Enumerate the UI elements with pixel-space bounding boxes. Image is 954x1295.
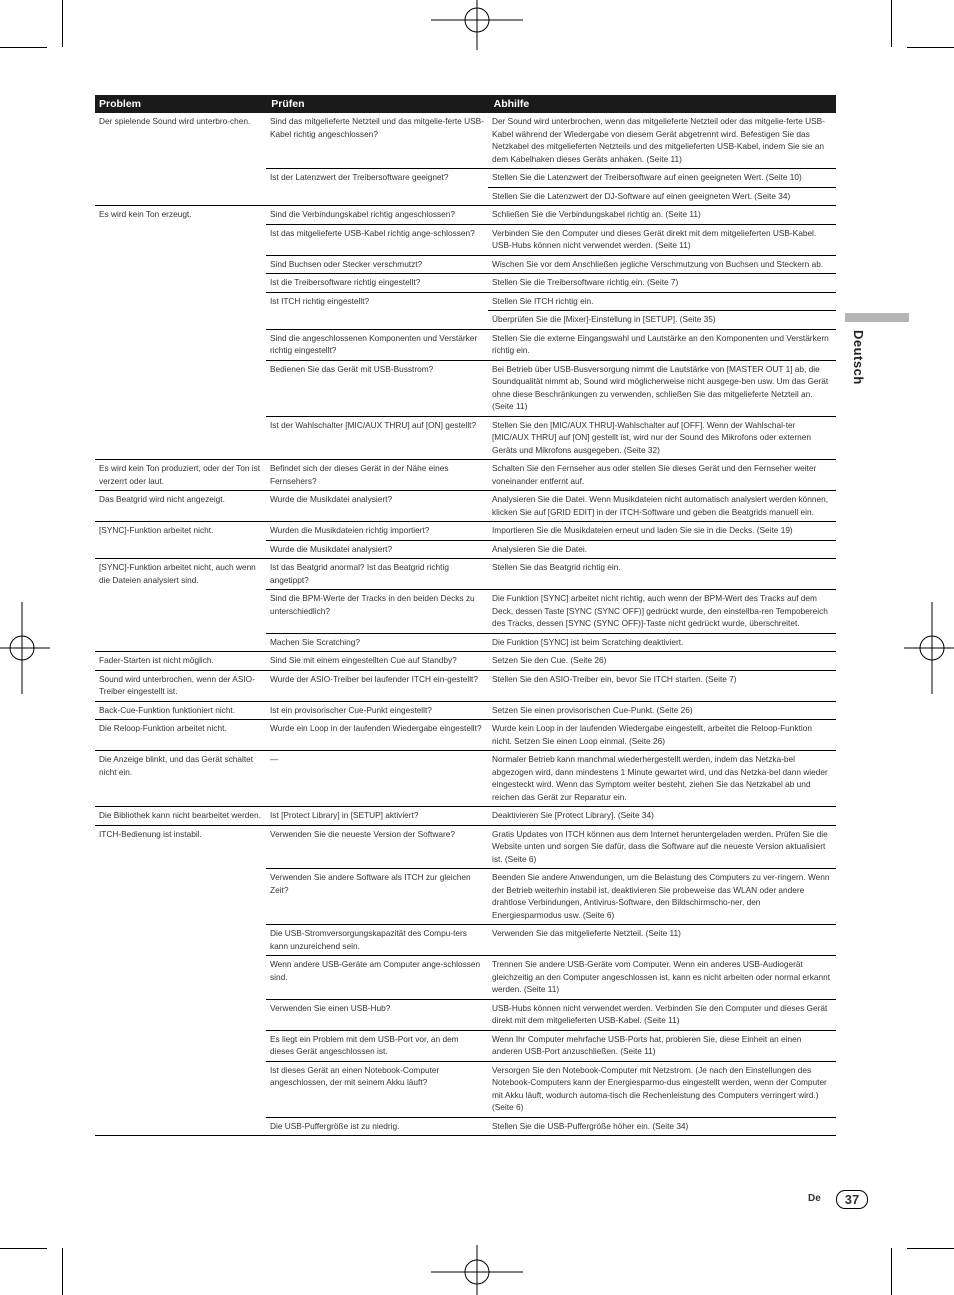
remedy-group bbox=[488, 869, 836, 924]
check-row bbox=[266, 868, 836, 924]
remedy-group bbox=[488, 634, 836, 652]
check-cell: Ist dieses Gerät an einen Notebook-Computer angeschlossen, der mit seinem Akku läuft? bbox=[270, 1064, 440, 1087]
remedy-group bbox=[488, 1118, 836, 1136]
crop-mark bbox=[891, 0, 892, 47]
checks-group bbox=[266, 751, 836, 806]
remedy-group bbox=[488, 1031, 836, 1061]
check-row bbox=[266, 807, 836, 825]
problem-cell: Sound wird unterbrochen, wenn der ASIO-Treiber eingestellt ist. bbox=[99, 673, 255, 696]
check-cell: Ist ITCH richtig eingestellt? bbox=[270, 295, 370, 306]
check-cell: Wurde die Musikdatei analysiert? bbox=[270, 494, 393, 504]
checks-group bbox=[266, 491, 836, 521]
language-label: Deutsch bbox=[851, 330, 866, 385]
remedy-cell: Stellen Sie das Beatgrid richtig ein. bbox=[492, 562, 621, 572]
remedy-group bbox=[488, 1062, 836, 1117]
remedy-cell: Normaler Betrieb kann manchmal wiederhergestellt werden, indem das Netzka-bel abgezogen wird, dann mindestens 1 Minute gewartet wird, und das Netzka-bel dann wieder eingesteckt wird. Wenn das Symptom weiter besteht, ziehen Sie das Netzkabel ab und reichen das Gerät zur Reparatur ein. bbox=[492, 754, 828, 802]
check-row bbox=[266, 540, 836, 559]
footer-lang-code: De bbox=[808, 1193, 821, 1204]
remedy-group bbox=[488, 274, 836, 292]
table-row bbox=[95, 826, 836, 1137]
crop-mark bbox=[907, 47, 954, 48]
registration-mark-left bbox=[0, 602, 50, 694]
remedy-group bbox=[488, 956, 836, 999]
remedy-group bbox=[488, 559, 836, 589]
check-cell: Verwenden Sie die neueste Version der Software? bbox=[270, 828, 455, 839]
check-row bbox=[266, 826, 836, 869]
check-cell: Bedienen Sie das Gerät mit USB-Busstrom? bbox=[270, 363, 434, 374]
check-cell: Verwenden Sie andere Software als ITCH zur gleichen Zeit? bbox=[270, 872, 471, 895]
check-cell: Sind die Verbindungskabel richtig angeschlossen? bbox=[270, 209, 455, 219]
remedy-cell: Stellen Sie ITCH richtig ein. bbox=[492, 295, 594, 306]
problem-cell: Der spielende Sound wird unterbro-chen. bbox=[99, 116, 251, 126]
checks-group bbox=[266, 113, 836, 205]
check-cell: Wurde die Musikdatei analysiert? bbox=[270, 543, 393, 554]
checks-group bbox=[266, 702, 836, 720]
check-row bbox=[266, 360, 836, 416]
check-row bbox=[266, 652, 836, 670]
remedy-group bbox=[488, 417, 836, 460]
table-row bbox=[95, 460, 836, 491]
check-cell: Befindet sich der dieses Gerät in der Nähe eines Fernsehers? bbox=[270, 463, 449, 486]
check-cell: Wurde der ASIO-Treiber bei laufender ITCH ein-gestellt? bbox=[270, 673, 478, 684]
table-row bbox=[95, 522, 836, 559]
remedy-cell: Setzen Sie den Cue. (Seite 26) bbox=[492, 655, 607, 665]
crop-mark bbox=[62, 1248, 63, 1295]
check-row bbox=[266, 589, 836, 633]
remedy-group bbox=[488, 256, 836, 274]
check-cell: Sind Sie mit einem eingestellten Cue auf Standby? bbox=[270, 655, 457, 665]
remedy-cell: Die Funktion [SYNC] arbeitet nicht richtig, auch wenn der BPM-Wert des Tracks auf dem Deck, dessen Taste [SYNC (SYNC OFF)] gedrückt wurde, den einstellba-ren Tempobereich des Tracks, dessen [SYNC (SYNC OFF)]-Taste nicht gedrückt wurde, überschreitet. bbox=[492, 593, 828, 628]
remedy-cell: Gratis Updates von ITCH können aus dem Internet heruntergeladen werden. Prüfen Sie die Website unten und sorgen Sie dafür, dass die Software auf die neueste Version aktualisiert ist. (Seite 6) bbox=[492, 828, 828, 864]
remedy-cell: Der Sound wird unterbrochen, wenn das mitgelieferte Netzteil oder das mitgelie-ferte USB-Kabel während der Wiedergabe von diesem Gerät abgetrennt wird. Befestigen Sie das Netzkabel des mitgelieferten Netzteils und des mitgelieferten USB-Kabel, indem Sie sie an dem Kabelhaken dieses Geräts anhaken. (Seite 11) bbox=[492, 116, 825, 164]
crop-mark bbox=[0, 47, 47, 48]
check-cell: Die USB-Stromversorgungskapazität des Compu-ters kann unzureichend sein. bbox=[270, 928, 467, 951]
remedy-cell: Verwenden Sie das mitgelieferte Netzteil. (Seite 11) bbox=[492, 928, 681, 938]
check-row bbox=[266, 955, 836, 999]
checks-group bbox=[266, 559, 836, 651]
check-row bbox=[266, 1117, 836, 1136]
check-cell: Ist [Protect Library] in [SETUP] aktiviert? bbox=[270, 810, 419, 820]
language-tab-bar bbox=[845, 313, 909, 322]
remedy-cell: Analysieren Sie die Datei. Wenn Musikdateien nicht automatisch analysiert werden können, klicken Sie auf [GRID EDIT] in der ITCH-Software und geben die Beatgrids manuell ein. bbox=[492, 494, 829, 517]
problem-cell: Die Anzeige blinkt, und das Gerät schaltet nicht ein. bbox=[99, 754, 254, 777]
checks-group bbox=[266, 206, 836, 459]
remedy-cell: Bei Betrieb über USB-Busversorgung nimmt die Lautstärke von [MASTER OUT 1] ab, die Soundqualität nimmt ab, Sound wird möglicherweise nicht ausgege-ben usw. Um das Gerät ohne diese Beschränkungen zu verwenden, schließen Sie das mitgelieferte Netzteil an. (Seite 11) bbox=[492, 363, 829, 411]
remedy-cell: Importieren Sie die Musikdateien erneut und laden Sie sie in die Decks. (Seite 19) bbox=[492, 525, 793, 535]
remedy-group bbox=[488, 541, 836, 559]
remedy-cell: Die Funktion [SYNC] ist beim Scratching deaktiviert. bbox=[492, 636, 684, 647]
remedy-cell: Stellen Sie die Treibersoftware richtig ein. (Seite 7) bbox=[492, 277, 679, 287]
checks-group bbox=[266, 671, 836, 701]
problem-cell: Fader-Starten ist nicht möglich. bbox=[99, 655, 214, 665]
remedy-cell: Verbinden Sie den Computer und dieses Gerät direkt mit dem mitgelieferten USB-Kabel. USB-Hubs können nicht verwendet werden. (Seite 11) bbox=[492, 227, 817, 250]
check-cell: Sind die BPM-Werte der Tracks in den beiden Decks zu unterschiedlich? bbox=[270, 593, 475, 616]
check-row bbox=[266, 255, 836, 274]
table-row bbox=[95, 671, 836, 702]
remedy-cell: Wenn Ihr Computer mehrfache USB-Ports hat, probieren Sie, diese Einheit an einen anderen USB-Port anzuschließen. (Seite 11) bbox=[492, 1033, 802, 1056]
check-row bbox=[266, 206, 836, 224]
table-row bbox=[95, 720, 836, 751]
problem-cell: Es wird kein Ton erzeugt. bbox=[99, 209, 192, 219]
remedy-group bbox=[488, 590, 836, 633]
crop-mark bbox=[0, 1248, 47, 1249]
remedy-group bbox=[488, 807, 836, 825]
check-row bbox=[266, 702, 836, 720]
remedy-cell: Schließen Sie die Verbindungskabel richtig an. (Seite 11) bbox=[492, 209, 701, 219]
remedy-cell: Beenden Sie andere Anwendungen, um die Belastung des Computers zu ver-ringern. Wenn der Betrieb weiterhin instabil ist, deaktivieren Sie probeweise das WLAN oder andere drahtlose Verbindungen, Antivirus-Software, den Bildschirmscho-ner, den Energiesparmodus usw. (Seite 6) bbox=[492, 872, 830, 920]
remedy-cell: Wischen Sie vor dem Anschließen jegliche Verschmutzung von Buchsen und Steckern ab. bbox=[492, 258, 824, 269]
remedy-cell: Stellen Sie den ASIO-Treiber ein, bevor Sie ITCH starten. (Seite 7) bbox=[492, 673, 737, 684]
check-row bbox=[266, 751, 836, 806]
table-body bbox=[95, 113, 836, 1136]
remedy-group bbox=[488, 169, 836, 205]
check-cell: Verwenden Sie einen USB-Hub? bbox=[270, 1002, 391, 1013]
check-row bbox=[266, 924, 836, 955]
check-row bbox=[266, 329, 836, 360]
table-row bbox=[95, 113, 836, 206]
remedy-group bbox=[488, 522, 836, 540]
check-row bbox=[266, 999, 836, 1030]
remedy-cell: Überprüfen Sie die [Mixer]-Einstellung in [SETUP]. (Seite 35) bbox=[488, 310, 836, 329]
remedy-cell: Stellen Sie den [MIC/AUX THRU]-Wahlschalter auf [OFF]. Wenn der Wahlschal-ter [MIC/AUX THRU] auf [ON] gestellt ist, wird nur der Sound des Mikrofons oder externen Geräts und Mikrofons ausgegeben. (Seite 32) bbox=[492, 419, 811, 455]
remedy-cell: Stellen Sie die Latenzwert der Treibersoftware auf einen geeigneten Wert. (Seite 10) bbox=[492, 172, 802, 182]
check-row bbox=[266, 491, 836, 521]
table-row bbox=[95, 652, 836, 671]
check-cell: Wurde ein Loop in der laufenden Wiedergabe eingestellt? bbox=[270, 723, 482, 733]
remedy-cell: Trennen Sie andere USB-Geräte vom Computer. Wenn ein anderes USB-Audiogerät gleichzeitig an den Computer angeschlossen ist, kann es nicht arbeiten oder normal erkannt werden. (Seite 11) bbox=[492, 959, 831, 994]
remedy-cell: Setzen Sie einen provisorischen Cue-Punkt. (Seite 26) bbox=[492, 704, 693, 715]
check-cell: Ist das Beatgrid anormal? Ist das Beatgrid richtig angetippt? bbox=[270, 562, 449, 585]
header-remedy: Abhilfe bbox=[493, 98, 530, 110]
remedy-group bbox=[488, 925, 836, 955]
check-row bbox=[266, 460, 836, 490]
table-row bbox=[95, 206, 836, 460]
checks-group bbox=[266, 460, 836, 490]
remedy-group bbox=[488, 671, 836, 689]
registration-mark-right bbox=[904, 602, 954, 694]
remedy-group bbox=[488, 206, 836, 224]
remedy-cell: USB-Hubs können nicht verwendet werden. Verbinden Sie den Computer und dieses Gerät direkt mit dem mitgelieferten USB-Kabel. (Seite 11) bbox=[492, 1002, 828, 1025]
registration-mark-bottom bbox=[431, 1245, 523, 1295]
problem-cell: [SYNC]-Funktion arbeitet nicht, auch wenn die Dateien analysiert sind. bbox=[99, 562, 256, 585]
check-cell: Machen Sie Scratching? bbox=[270, 636, 360, 647]
check-cell: Wenn andere USB-Geräte am Computer ange-schlossen sind. bbox=[270, 959, 481, 982]
remedy-cell: Versorgen Sie den Notebook-Computer mit Netzstrom. (Je nach den Einstellungen des Notebook-Computers kann der Energiesparmo-dus eingestellt werden, wenn der Computer mit Akku läuft, wodurch automa-tisch die Rechenleistung des Computers verringert wird.) (Seite 6) bbox=[492, 1064, 827, 1112]
remedy-cell: Analysieren Sie die Datei. bbox=[492, 543, 588, 554]
check-row bbox=[266, 720, 836, 750]
remedy-cell: Deaktivieren Sie [Protect Library]. (Seite 34) bbox=[492, 810, 654, 820]
remedy-group bbox=[488, 491, 836, 521]
check-row bbox=[266, 1061, 836, 1117]
checks-group bbox=[266, 720, 836, 750]
check-cell: Die USB-Puffergröße ist zu niedrig. bbox=[270, 1120, 400, 1131]
table-header bbox=[95, 95, 836, 113]
check-row bbox=[266, 168, 836, 205]
remedy-cell: Stellen Sie die externe Eingangswahl und Lautstärke an den Komponenten und Verstärkern richtig ein. bbox=[492, 332, 829, 355]
crop-mark bbox=[62, 0, 63, 47]
checks-group bbox=[266, 807, 836, 825]
problem-cell: [SYNC]-Funktion arbeitet nicht. bbox=[99, 525, 214, 535]
remedy-group bbox=[488, 330, 836, 360]
page-number: 37 bbox=[836, 1190, 868, 1209]
check-row bbox=[266, 113, 836, 168]
check-row bbox=[266, 292, 836, 329]
check-cell: Es liegt ein Problem mit dem USB-Port vor, an dem dieses Gerät angeschlossen ist. bbox=[270, 1033, 459, 1056]
remedy-group bbox=[488, 720, 836, 750]
table-row bbox=[95, 491, 836, 522]
check-cell: Ist der Wahlschalter [MIC/AUX THRU] auf [ON] gestellt? bbox=[270, 419, 477, 430]
problem-cell: Das Beatgrid wird nicht angezeigt. bbox=[99, 494, 225, 504]
check-cell: Sind das mitgelieferte Netzteil und das mitgelie-ferte USB-Kabel richtig angeschlossen? bbox=[270, 116, 484, 139]
checks-group bbox=[266, 652, 836, 670]
check-cell: Sind Buchsen oder Stecker verschmutzt? bbox=[270, 258, 423, 269]
check-row bbox=[266, 224, 836, 255]
crop-mark bbox=[891, 1248, 892, 1295]
check-cell: — bbox=[270, 754, 279, 764]
check-cell: Wurden die Musikdateien richtig importiert? bbox=[270, 525, 430, 535]
remedy-group bbox=[488, 652, 836, 670]
check-row bbox=[266, 633, 836, 652]
registration-mark-top bbox=[431, 0, 523, 50]
table-row bbox=[95, 807, 836, 826]
remedy-group bbox=[488, 702, 836, 720]
header-check: Prüfen bbox=[271, 98, 305, 110]
check-row bbox=[266, 522, 836, 540]
problem-cell: Back-Cue-Funktion funktioniert nicht. bbox=[99, 704, 236, 715]
check-cell: Ist das mitgelieferte USB-Kabel richtig ange-schlossen? bbox=[270, 227, 475, 238]
table-row bbox=[95, 702, 836, 721]
problem-cell: Es wird kein Ton produziert, oder der Ton ist verzerrt oder laut. bbox=[99, 463, 261, 486]
table-row bbox=[95, 751, 836, 807]
check-row bbox=[266, 416, 836, 460]
remedy-cell: Stellen Sie die USB-Puffergröße höher ein. (Seite 34) bbox=[492, 1120, 689, 1131]
check-row bbox=[266, 1030, 836, 1061]
problem-cell: Die Reloop-Funktion arbeitet nicht. bbox=[99, 723, 227, 733]
crop-mark bbox=[907, 1248, 954, 1249]
remedy-group bbox=[488, 460, 836, 490]
checks-group bbox=[266, 522, 836, 558]
remedy-cell: Wurde kein Loop in der laufenden Wiedergabe eingestellt, arbeitet die Reloop-Funktion nicht. Setzen Sie einen Loop einmal. (Seite 26) bbox=[492, 723, 812, 746]
check-row bbox=[266, 671, 836, 689]
remedy-group bbox=[488, 751, 836, 806]
remedy-group bbox=[488, 1000, 836, 1030]
check-cell: Sind die angeschlossenen Komponenten und Verstärker richtig eingestellt? bbox=[270, 332, 478, 355]
header-problem: Problem bbox=[99, 98, 142, 110]
problem-cell: Die Bibliothek kann nicht bearbeitet werden. bbox=[99, 810, 261, 820]
check-row bbox=[266, 273, 836, 292]
remedy-group bbox=[488, 113, 836, 168]
remedy-group bbox=[488, 826, 836, 869]
remedy-group bbox=[488, 293, 836, 329]
check-row bbox=[266, 559, 836, 589]
checks-group bbox=[266, 826, 836, 1136]
problem-cell: ITCH-Bedienung ist instabil. bbox=[99, 828, 202, 839]
check-cell: Ist die Treibersoftware richtig eingestellt? bbox=[270, 277, 421, 287]
check-cell: Ist ein provisorischer Cue-Punkt eingestellt? bbox=[270, 704, 432, 715]
remedy-group bbox=[488, 361, 836, 416]
table-row bbox=[95, 559, 836, 652]
check-cell: Ist der Latenzwert der Treibersoftware geeignet? bbox=[270, 172, 449, 182]
remedy-cell: Schalten Sie den Fernseher aus oder stellen Sie dieses Gerät und den Fernseher weiter voneinander entfernt auf. bbox=[492, 463, 817, 486]
remedy-cell: Stellen Sie die Latenzwert der DJ-Software auf einen geeigneten Wert. (Seite 34) bbox=[488, 187, 836, 206]
remedy-group bbox=[488, 225, 836, 255]
troubleshooting-table bbox=[95, 95, 836, 1136]
